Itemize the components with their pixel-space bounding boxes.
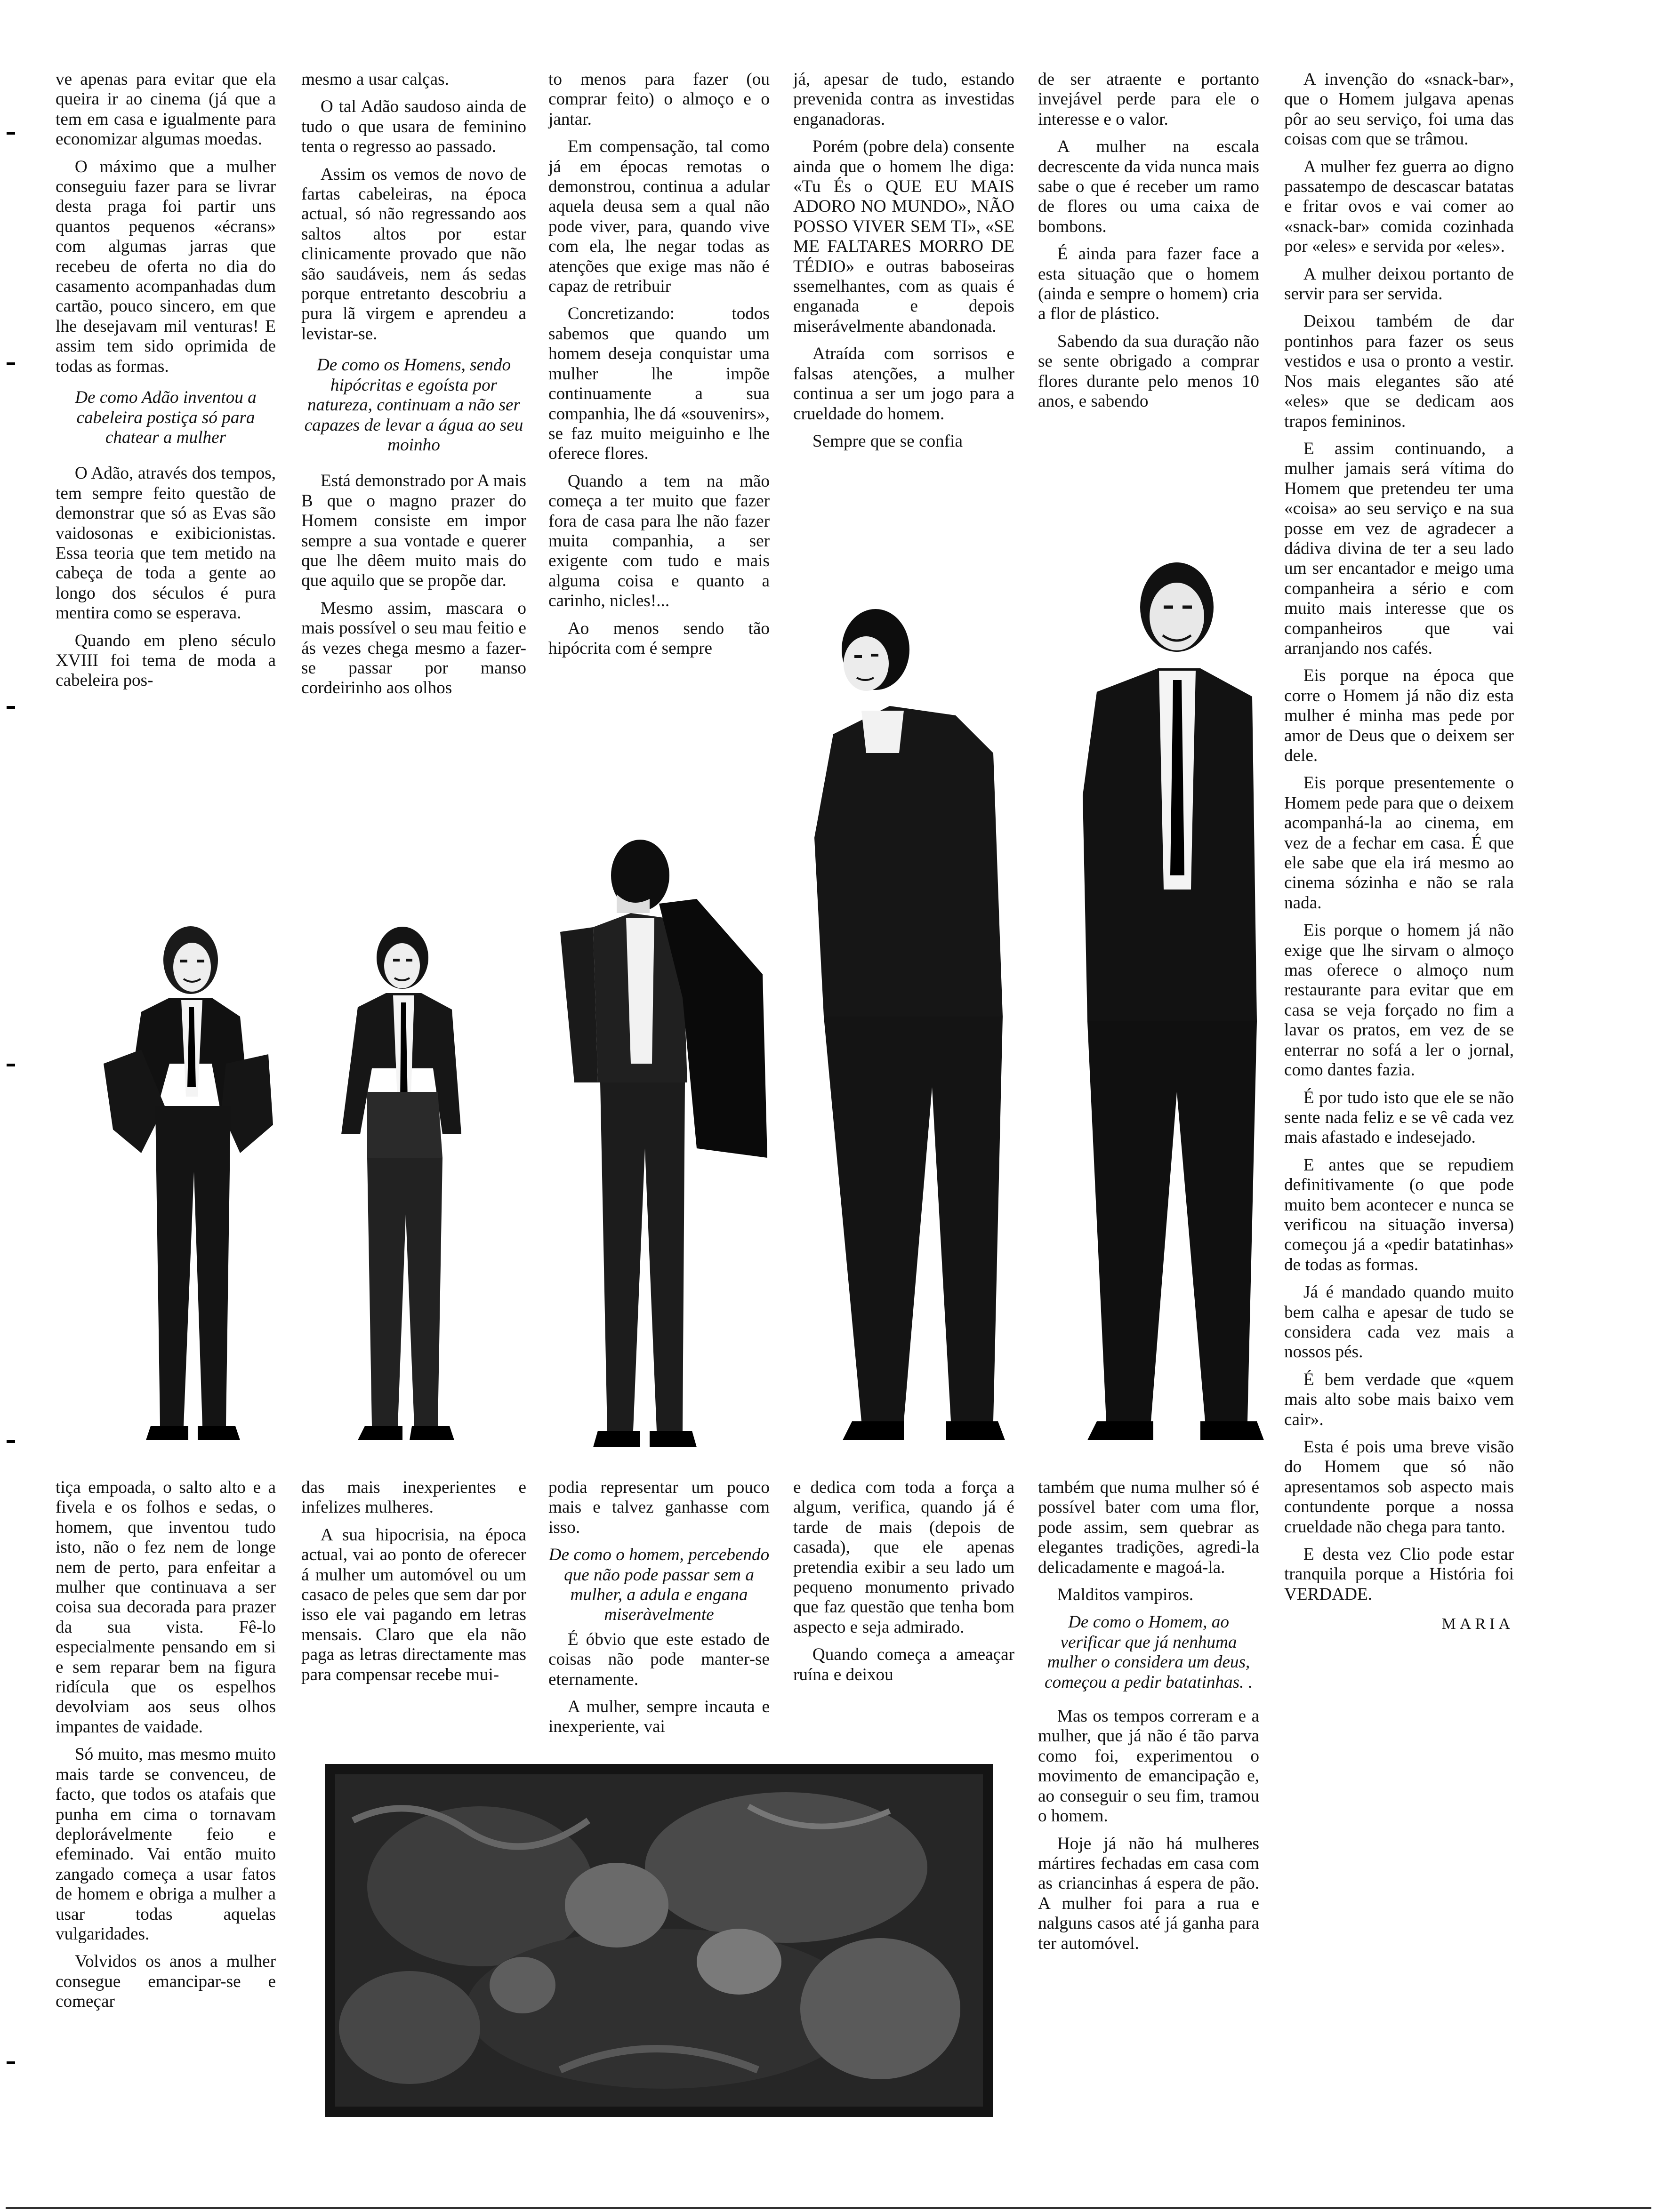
column-6 (1284, 70, 1514, 1642)
paragraph: Sabendo da sua duração não se sente obrigado a comprar flores durante pelo menos 10 anos, e sabendo (1038, 331, 1259, 411)
section-heading: De como os Homens, sendo hipócritas e egoísta por natureza, continuam a não ser capazes de levar a água ao seu moinho (304, 355, 523, 455)
paragraph: tiça empoada, o salto alto e a fivela e os folhos e sedas, o homem, que inventou tudo isto, não o fez nem de longe nem de perto, para enfeitar a mulher que continuava a ser coisa sua decorada para prazer da sua vista. Fê-lo especialmente pensando em si e sem reparar bem na figura ridícula que os espelhos devolviam aos seus olhos impantes de vaidade. (56, 1478, 276, 1737)
paragraph: Em compensação, tal como já em épocas remotas o demonstrou, continua a adular aquela deusa sem a qual não pode viver, para, quando vive com ela, lhe negar todas as atenções que exige mas não é capaz de retribuir (548, 137, 770, 297)
paragraph: de ser atraente e portanto invejável perde para ele o interesse e o valor. (1038, 70, 1259, 129)
paragraph: Porém (pobre dela) consente ainda que o homem lhe diga: «Tu És o QUE EU MAIS ADORO NO MUNDO», NÃO POSSO VIVER SEM TI», «SE ME FALTARES MORRO DE TÉDIO» e outras baboseiras ssemelhantes, com as quais é enganada e depois miserávelmente abandonada. (793, 137, 1014, 336)
column-4-bottom (793, 1478, 1014, 1692)
paragraph: É óbvio que este estado de coisas não pode manter-se eternamente. (548, 1629, 770, 1689)
column-3-bottom (548, 1478, 770, 1745)
photo-man-holding-open-trousers (71, 908, 278, 1468)
paragraph: Quando começa a ameaçar ruína e deixou (793, 1645, 1014, 1684)
column-2-bottom (301, 1478, 526, 1692)
paragraph: E desta vez Clio pode estar tranquila porque a História foi VERDADE. (1284, 1545, 1514, 1604)
paragraph: Quando em pleno século XVIII foi tema de moda a cabeleira pos- (56, 631, 276, 690)
column-2-top (301, 70, 526, 706)
paragraph: já, apesar de tudo, estando prevenida contra as investidas enganadoras. (793, 70, 1014, 129)
paragraph: podia representar um pouco mais e talvez ganhasse com isso. (548, 1478, 770, 1537)
section-heading: De como o homem, percebendo que não pode passar sem a mulher, a adula e engana miseràvelmente (548, 1545, 770, 1625)
paragraph: Esta é pois uma breve visão do Homem que só não apresentamos sob aspecto mais contundente porque a nossa crueldade não chega para tanto. (1284, 1437, 1514, 1537)
paragraph: Quando a tem na mão começa a ter muito que fazer fora de casa para lhe não fazer muita companhia, a ser exigente com tudo e mais alguma coisa e quanto a carinho, nicles!... (548, 471, 770, 611)
paragraph: Concretizando: todos sabemos que quando um homem deseja conquistar uma mulher lhe impõe continuamente a sua companhia, lhe dá «souvenirs», se faz muito meiguinho e lhe oferece flores. (548, 304, 770, 464)
bottom-rule (6, 2207, 1651, 2209)
section-heading: De como o Homem, ao verificar que já nenhuma mulher o considera um deus, começou a pedir batatinhas. . (1044, 1612, 1253, 1692)
paragraph: mesmo a usar calças. (301, 70, 449, 89)
margin-mark (7, 2061, 15, 2064)
paragraph: É bem verdade que «quem mais alto sobe mais baixo vem cair». (1284, 1370, 1514, 1429)
paragraph: Só muito, mas mesmo muito mais tarde se convenceu, de facto, que todos os atafais que punha em cima o tornavam deplorávelmente feio e efeminado. Vai então muito zangado começa a usar fatos de homem e obriga a mulher a usar todas aquelas vulgaridades. (56, 1745, 276, 1944)
paragraph: A mulher, sempre incauta e inexperiente, vai (548, 1697, 770, 1737)
paragraph: É por tudo isto que ele se não sente nada feliz e se vê cada vez mais afastado e indesejado. (1284, 1088, 1514, 1147)
paragraph: Volvidos os anos a mulher consegue emancipar-se e começar (56, 1952, 276, 2012)
margin-mark (7, 1064, 15, 1066)
paragraph: Hoje já não há mulheres mártires fechadas em casa com as criancinhas á espera de pão. A mulher foi para a rua e nalguns casos até já ganha para ter automóvel. (1038, 1834, 1259, 1953)
paragraph: Eis porque o homem já não exige que lhe sirvam o almoço mas oferece o almoço num restaurante para evitar que em casa se veja forçado no fim a lavar os pratos, em vez de se enterrar no sofá a ler o jornal, como dantes fazia. (1284, 921, 1514, 1080)
column-1-bottom (56, 1478, 276, 2020)
paragraph: Malditos vampiros. (1057, 1585, 1194, 1605)
paragraph: E assim continuando, a mulher jamais será vítima do Homem que pretendeu ter uma «coisa» ao seu serviço e na sua posse em vez de agradecer a dádiva divina de ter a seu lado um ser encantador e meigo uma companheira a sério e com muito mais interesse que os companheiros que vai arranjando nos cafés. (1284, 439, 1514, 658)
paragraph: Sempre que se confia (812, 431, 963, 451)
photo-man-smiling-standing (1036, 551, 1280, 1468)
paragraph: e dedica com toda a força a algum, verifica, quando já é tarde de mais (depois de casada), que ele apenas pretendia exibir a seu lado um pequeno monumento privado que faz questão que tenha bom aspecto e seja admirado. (793, 1478, 1014, 1637)
paragraph: Está demonstrado por A mais B que o magno prazer do Homem consiste em impor sempre a sua vontade e querer que lhe dêem muito mais do que aquilo que se propõe dar. (301, 471, 526, 591)
photo-man-looking-back (796, 593, 1040, 1468)
paragraph: também que numa mulher só é possível bater com uma flor, pode assim, sem quebrar as elegantes tradições, agredi-la delicadamente e magoá-la. (1038, 1478, 1259, 1577)
paragraph: É ainda para fazer face a esta situação que o homem (ainda e sempre o homem) cria a flor de plástico. (1038, 244, 1259, 324)
paragraph: O Adão, através dos tempos, tem sempre feito questão de demonstrar que só as Evas são vaidosonas e exibicionistas. Essa teoria que tem metido na cabeça de toda a gente ao longo dos séculos é pura mentira como se esperava. (56, 464, 276, 623)
paragraph: Deixou também de dar pontinhos para fazer os seus vestidos e usa o pronto a vestir. Nos mais elegantes são até «eles» que se dedicam aos trapos femininos. (1284, 312, 1514, 431)
paragraph: Já é mandado quando muito bem calha e apesar de tudo se considera cada vez mais a nossos pés. (1284, 1282, 1514, 1362)
column-4-top (793, 70, 1014, 459)
author-signature: MARIA (1441, 1615, 1514, 1633)
paragraph: das mais inexperientes e infelizes mulheres. (301, 1478, 526, 1517)
column-1-top (56, 70, 276, 698)
paragraph: O máximo que a mulher conseguiu fazer para se livrar desta praga foi partir uns quantos pequenos «écrans» com algumas jarras que recebeu de oferta no dia do casamento acompanhadas dum cartão, pouco sincero, em que lhe desejavam mil venturas! E assim tem sido oprimida de todas as formas. (56, 157, 276, 376)
paragraph: A sua hipocrisia, na época actual, vai ao ponto de oferecer á mulher um automóvel ou um casaco de peles que sem dar por isso ele vai pagando em letras mensais. Claro que ela não paga as letras directamente mas para compensar recebe mui- (301, 1525, 526, 1684)
paragraph: Mas os tempos correram e a mulher, que já não é tão parva como foi, experimentou o movimento de emancipação e, ao conseguir o seu fim, tramou o homem. (1038, 1707, 1259, 1826)
margin-mark (7, 1440, 15, 1443)
paragraph: Eis porque na época que corre o Homem já não diz esta mulher é minha mas pede por amor de Deus que o deixem ser dele. (1284, 666, 1514, 765)
column-5-top (1038, 70, 1259, 419)
paragraph: Ao menos sendo tão hipócrita com é sempre (548, 618, 770, 658)
margin-mark (7, 132, 15, 135)
paragraph: to menos para fazer (ou comprar feito) o almoço e o jantar. (548, 70, 770, 129)
paragraph: A invenção do «snack-bar», que o Homem julgava apenas pôr ao seu serviço, foi uma das coisas com que se trâmou. (1284, 70, 1514, 149)
margin-mark (7, 706, 15, 709)
paragraph: O tal Adão saudoso ainda de tudo o que usara de feminino tenta o regresso ao passado. (301, 97, 526, 157)
section-heading: De como Adão inventou a cabeleira postiça só para chatear a mulher (75, 388, 257, 447)
photo-man-adjusting-trousers (301, 913, 499, 1468)
painting-illustration (325, 1764, 993, 2117)
column-3-top (548, 70, 770, 666)
paragraph: Assim os vemos de novo de fartas cabeleiras, na época actual, só não regressando aos saltos altos por estar clinicamente provado que não são saudáveis, nem ás sedas porque entretanto descobriu a pura lã virgem e aprendeu a levistar-se. (301, 164, 526, 344)
paragraph: Mesmo assim, mascara o mais possível o seu mau feitio e ás vezes chega mesmo a fazer-se passar por manso cordeirinho aos olhos (301, 598, 526, 698)
paragraph: A mulher fez guerra ao digno passatempo de descascar batatas e fritar ovos e vai comer ao «snack-bar» comida cozinhada por «eles» e servida por «eles». (1284, 157, 1514, 256)
paragraph: Atraída com sorrisos e falsas atenções, a mulher continua a ser um jogo para a crueldade do homem. (793, 344, 1014, 424)
photo-man-removing-jacket (541, 819, 777, 1468)
paragraph: A mulher na escala decrescente da vida nunca mais sabe o que é receber um ramo de flores ou uma caixa de bombons. (1038, 137, 1259, 236)
column-5-bottom (1038, 1478, 1259, 1961)
paragraph: Eis porque presentemente o Homem pede para que o deixem acompanhá-la ao cinema, em vez de a fechar em casa. É que ele sabe que ela irá mesmo ao cinema sózinha e não se rala nada. (1284, 773, 1514, 913)
signature-line (1284, 1614, 1514, 1634)
paragraph: E antes que se repudiem definitivamente (o que pode muito bem acontecer e nunca se verificou na situação inversa) começou já a «pedir batatinhas» de todas as formas. (1284, 1155, 1514, 1274)
margin-mark (7, 362, 15, 365)
paragraph: A mulher deixou portanto de servir para ser servida. (1284, 264, 1514, 304)
paragraph: ve apenas para evitar que ela queira ir ao cinema (já que a tem em casa e igualmente para economizar algumas moedas. (56, 70, 276, 149)
